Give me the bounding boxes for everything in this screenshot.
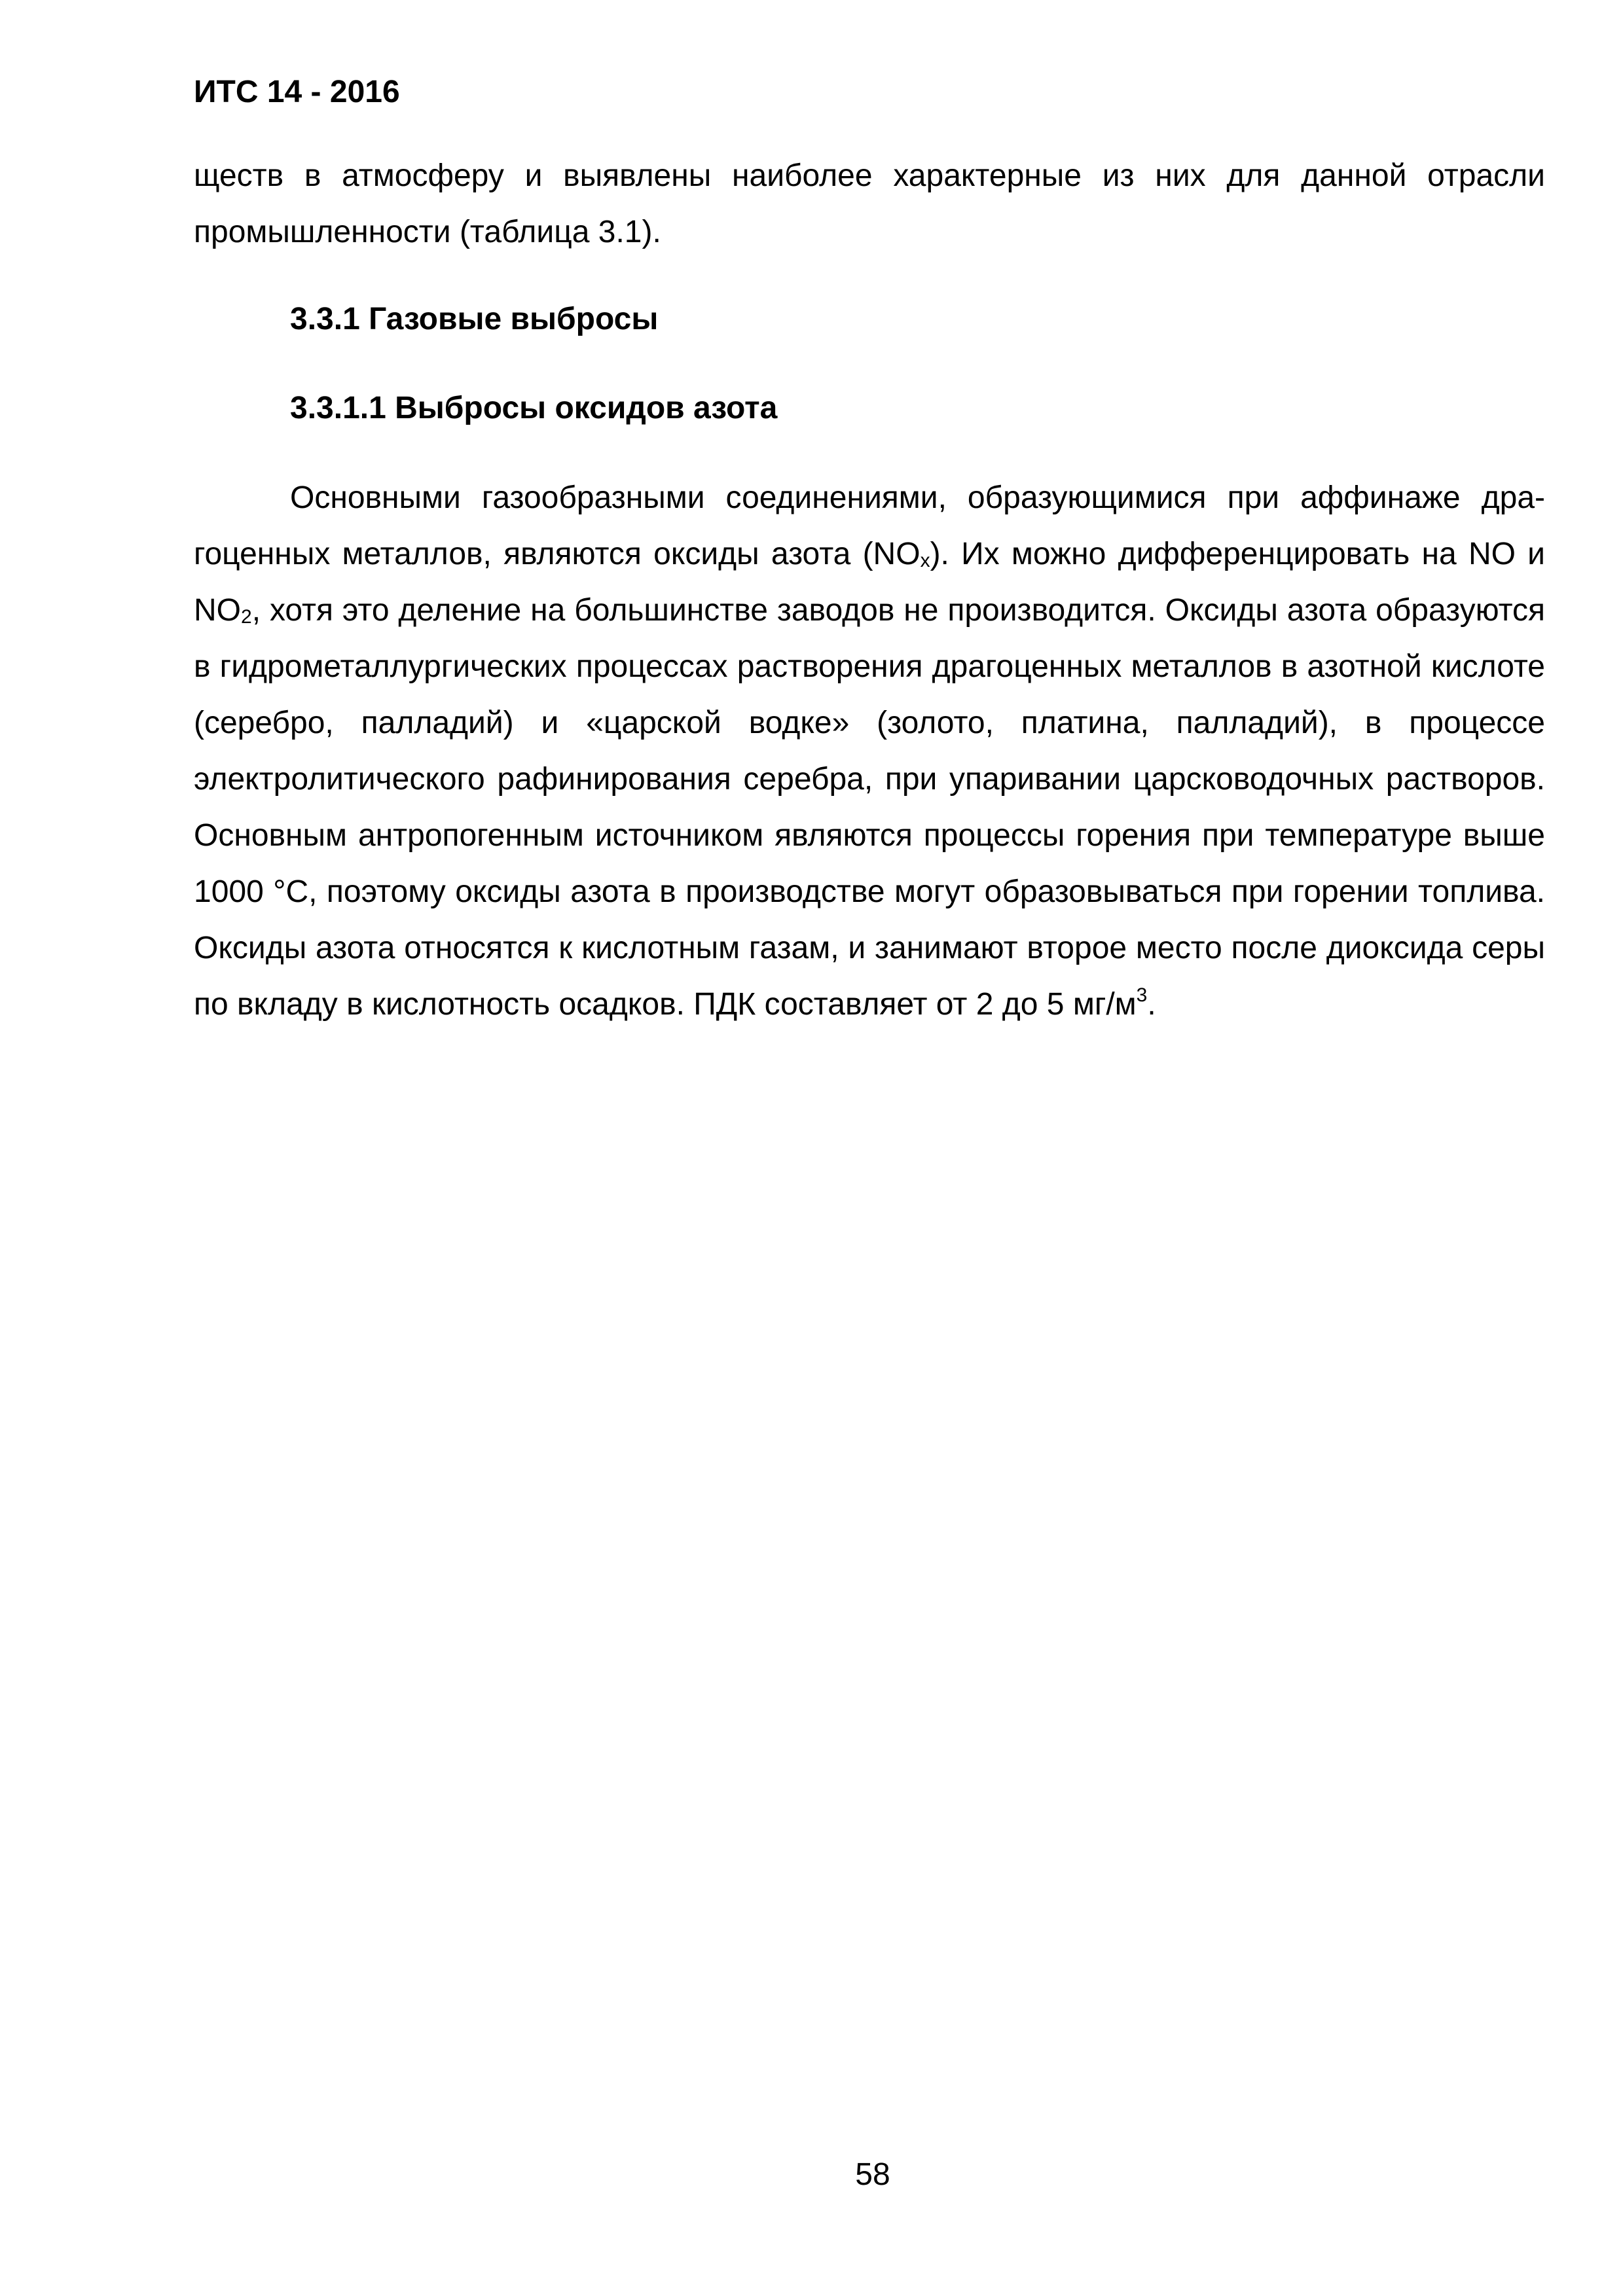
document-header: ИТС 14 - 2016	[194, 75, 400, 109]
page-number: 58	[855, 2157, 890, 2192]
main-paragraph-text-2: ). Их можно дифференцировать на NO и NO	[194, 537, 1545, 628]
subsection-heading: 3.3.1.1 Выбросы оксидов азота	[290, 391, 778, 425]
intro-paragraph: ществ в атмосферу и выявлены наиболее характерные из них для данной отрасли промышленности (таблица 3.1).	[194, 158, 1545, 249]
section-heading: 3.3.1 Газовые выбросы	[290, 302, 659, 336]
main-paragraph	[194, 470, 1545, 1033]
subscript-2: 2	[241, 606, 252, 628]
subscript-x: x	[920, 550, 930, 571]
superscript-3: 3	[1136, 984, 1148, 1006]
main-paragraph-text-4: .	[1147, 987, 1156, 1022]
main-paragraph-text-3: , хотя это деление на большинстве заводов не производится. Оксиды азота образуются в гидрометаллургических процессах растворения драгоценных металлов в азотной кислоте (серебро, палладий) и «царской водке» (золото, платина, палладий), в процессе электролитического рафинирования серебра, при упаривании царсководочных растворов. Основным антропогенным источником являются процессы горения при температуре выше 1000 °С, поэтому оксиды азота в производстве могут образовываться при горении топлива. Оксиды азота относятся к кислотным газам, и занимают второе место после диоксида серы по вкладу в кислотность осадков. ПДК составляет от 2 до 5 мг/м	[194, 593, 1545, 1022]
main-paragraph-text-1: Основными газообразными соединениями, образующимися при аффинаже драгоценных металлов, являются оксиды азота (NO	[194, 480, 1545, 571]
